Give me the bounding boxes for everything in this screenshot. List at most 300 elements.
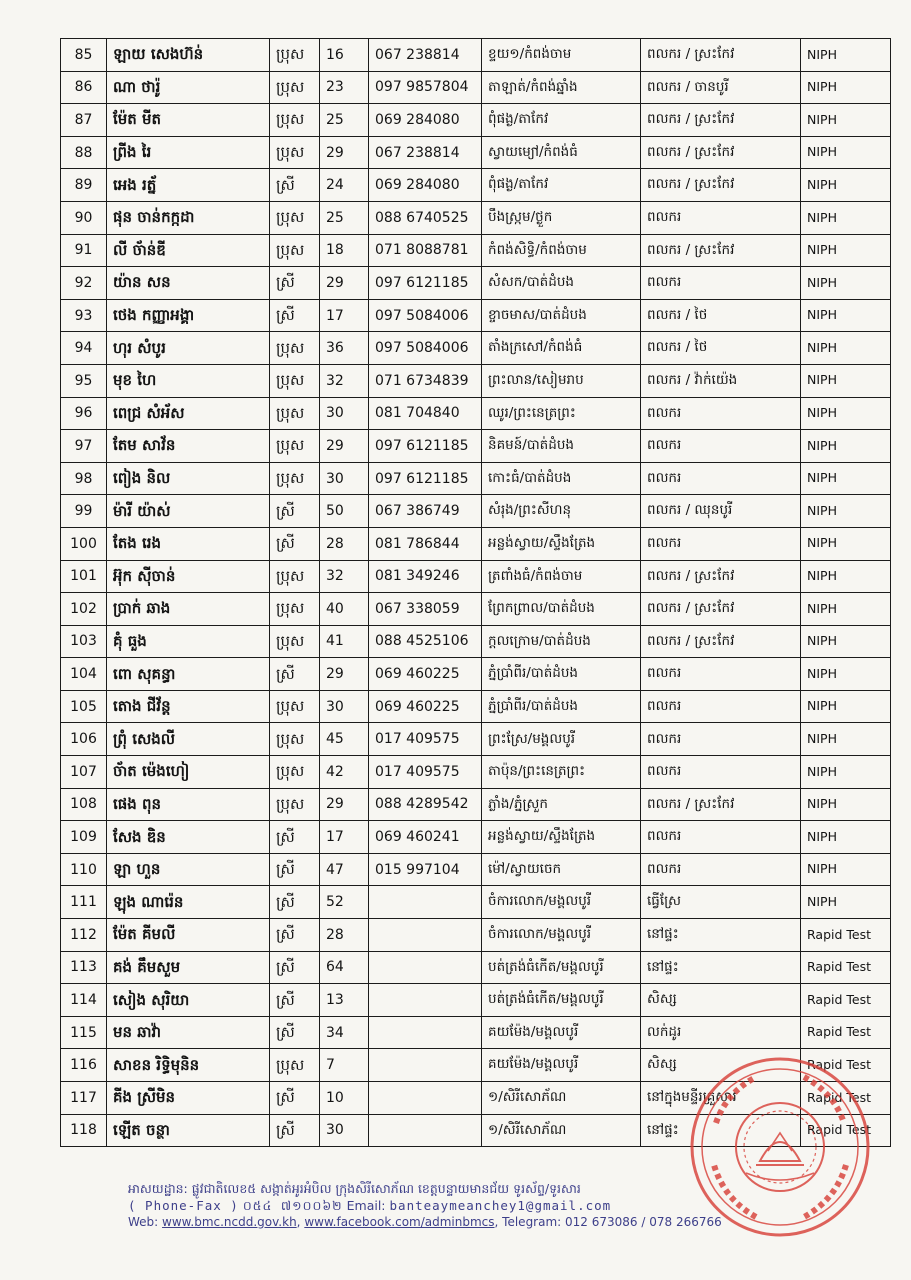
table-body: [61, 39, 891, 1147]
phone-cell: 067 386749: [369, 495, 482, 528]
table-row: [61, 919, 891, 952]
name-cell: ថេង កញ្ញាអង្គា: [107, 299, 270, 332]
name-cell: ម៉ារី យ៉ាស់: [107, 495, 270, 528]
table-row: [61, 71, 891, 104]
name-cell: ពៀង និល: [107, 462, 270, 495]
lab-cell: NIPH: [801, 462, 891, 495]
footer-address: អាសយដ្ឋាន: ផ្លូវជាតិលេខ៥ សង្កាត់អូរអំបិល ក្រុងសិរីសោភ័ណ ខេត្តបន្ទាយមានជ័យ ទូរស័ព្ទ/ទូរសារ: [128, 1181, 581, 1196]
name-cell: ម៉ែត គីមលី: [107, 919, 270, 952]
sex-cell: ប្រុស: [270, 756, 320, 789]
name-cell: ឡា ហួន: [107, 853, 270, 886]
phone-cell: [369, 951, 482, 984]
age-cell: 64: [320, 951, 369, 984]
age-cell: 45: [320, 723, 369, 756]
lab-cell: NIPH: [801, 756, 891, 789]
phone-cell: 069 284080: [369, 104, 482, 137]
phone-cell: 071 6734839: [369, 364, 482, 397]
name-cell: ផុន ចាន់កក្កដា: [107, 201, 270, 234]
sex-cell: ប្រុស: [270, 430, 320, 463]
address-cell: ឈូរ/ព្រះនេត្រព្រះ: [482, 397, 641, 430]
phone-cell: 081 704840: [369, 397, 482, 430]
web-label: Web:: [128, 1215, 159, 1229]
table-row: [61, 821, 891, 854]
address-cell: ខ្ចាចមាស/បាត់ដំបង: [482, 299, 641, 332]
sex-cell: ប្រុស: [270, 104, 320, 137]
row-number: 106: [61, 723, 107, 756]
phone-cell: [369, 886, 482, 919]
address-cell: និគមន៍/បាត់ដំបង: [482, 430, 641, 463]
phone-cell: 067 238814: [369, 136, 482, 169]
age-cell: 29: [320, 267, 369, 300]
lab-cell: NIPH: [801, 234, 891, 267]
lab-cell: NIPH: [801, 267, 891, 300]
address-cell: ចំការលោក/មង្គលបូរី: [482, 886, 641, 919]
table-row: [61, 495, 891, 528]
sex-cell: ប្រុស: [270, 332, 320, 365]
occupation-cell: ពលករ: [641, 723, 801, 756]
address-cell: អន្លង់ស្វាយ/ស្ទឹងត្រែង: [482, 821, 641, 854]
phone-cell: 069 460241: [369, 821, 482, 854]
occupation-cell: សិស្ស: [641, 1049, 801, 1082]
age-cell: 41: [320, 625, 369, 658]
name-cell: តែង រេង: [107, 527, 270, 560]
address-cell: ខ្ទយ១/កំពង់ចាម: [482, 39, 641, 72]
lab-cell: NIPH: [801, 527, 891, 560]
phone-cell: [369, 1114, 482, 1147]
address-cell: ម៉ៅ/ស្វាយចេក: [482, 853, 641, 886]
lab-cell: NIPH: [801, 364, 891, 397]
occupation-cell: នៅក្នុងមន្ទីរគ្រួសារ: [641, 1082, 801, 1115]
name-cell: ណា ថារ៉ូ: [107, 71, 270, 104]
row-number: 97: [61, 430, 107, 463]
address-cell: កោះធំ/បាត់ដំបង: [482, 462, 641, 495]
name-cell: ប្រាក់ ឆាង: [107, 593, 270, 626]
age-cell: 25: [320, 104, 369, 137]
phone-cell: [369, 1049, 482, 1082]
address-cell: តាប៉ុន/ព្រះនេត្រព្រះ: [482, 756, 641, 789]
sex-cell: ប្រុស: [270, 625, 320, 658]
phone-cell: 097 6121185: [369, 462, 482, 495]
row-number: 92: [61, 267, 107, 300]
age-cell: 30: [320, 690, 369, 723]
phone-fax-label: ( Phone-Fax ): [128, 1198, 239, 1213]
name-cell: ពោ សុគន្ធា: [107, 658, 270, 691]
row-number: 115: [61, 1016, 107, 1049]
occupation-cell: ពលករ / ស្រះកែវ: [641, 169, 801, 202]
row-number: 99: [61, 495, 107, 528]
name-cell: គីង ស្រីមិន: [107, 1082, 270, 1115]
table-row: [61, 39, 891, 72]
phone-cell: [369, 1016, 482, 1049]
phone-cell: [369, 919, 482, 952]
table-row: [61, 984, 891, 1017]
occupation-cell: នៅផ្ទះ: [641, 919, 801, 952]
sex-cell: ស្រី: [270, 1082, 320, 1115]
lab-cell: NIPH: [801, 723, 891, 756]
row-number: 116: [61, 1049, 107, 1082]
address-cell: អន្លង់ស្វាយ/ស្ទឹងត្រែង: [482, 527, 641, 560]
row-number: 114: [61, 984, 107, 1017]
facebook-link[interactable]: www.facebook.com/adminbmcs: [304, 1215, 495, 1229]
address-cell: គយម៉ែង/មង្គលបូរី: [482, 1016, 641, 1049]
address-cell: ភ្នំប្រាំពីរ/បាត់ដំបង: [482, 690, 641, 723]
footer-contact: [128, 1197, 848, 1214]
sex-cell: ប្រុស: [270, 39, 320, 72]
address-cell: តាំងក្រសៅ/កំពង់ធំ: [482, 332, 641, 365]
sex-cell: ស្រី: [270, 299, 320, 332]
age-cell: 36: [320, 332, 369, 365]
row-number: 89: [61, 169, 107, 202]
occupation-cell: ធ្វើស្រែ: [641, 886, 801, 919]
sex-cell: ប្រុស: [270, 71, 320, 104]
telegram-label: Telegram:: [502, 1215, 562, 1229]
sex-cell: ប្រុស: [270, 593, 320, 626]
age-cell: 30: [320, 397, 369, 430]
row-number: 85: [61, 39, 107, 72]
name-cell: ម៉ែត មីត: [107, 104, 270, 137]
age-cell: 28: [320, 919, 369, 952]
name-cell: យ៉ាន សន: [107, 267, 270, 300]
occupation-cell: ពលករ / ស្រះកែវ: [641, 625, 801, 658]
occupation-cell: ពលករ: [641, 462, 801, 495]
sex-cell: ស្រី: [270, 1016, 320, 1049]
row-number: 113: [61, 951, 107, 984]
phone-cell: 069 284080: [369, 169, 482, 202]
sex-cell: ស្រី: [270, 658, 320, 691]
sex-cell: ប្រុស: [270, 788, 320, 821]
name-cell: ព្រីង រៃ: [107, 136, 270, 169]
sex-cell: ប្រុស: [270, 723, 320, 756]
age-cell: 23: [320, 71, 369, 104]
name-cell: សែង ឌិន: [107, 821, 270, 854]
name-cell: តោង ជីវ័ន្ត: [107, 690, 270, 723]
sex-cell: ប្រុស: [270, 397, 320, 430]
name-cell: មុខ ហៃ: [107, 364, 270, 397]
occupation-cell: ពលករ: [641, 658, 801, 691]
phone-cell: [369, 984, 482, 1017]
address-cell: បឹងស្ក្រម/ថ្ងួក: [482, 201, 641, 234]
lab-cell: NIPH: [801, 495, 891, 528]
age-cell: 17: [320, 821, 369, 854]
table-row: [61, 1016, 891, 1049]
phone-cell: 097 5084006: [369, 299, 482, 332]
address-cell: ព្រះស្រែ/មង្គលបូរី: [482, 723, 641, 756]
occupation-cell: ពលករ: [641, 430, 801, 463]
sex-cell: ប្រុស: [270, 1049, 320, 1082]
lab-cell: Rapid Test: [801, 1016, 891, 1049]
occupation-cell: ពលករ / ស្រះកែវ: [641, 593, 801, 626]
name-cell: ផេង ពុន: [107, 788, 270, 821]
age-cell: 40: [320, 593, 369, 626]
sex-cell: ប្រុស: [270, 201, 320, 234]
footer: [128, 1180, 848, 1231]
sex-cell: ប្រុស: [270, 234, 320, 267]
address-cell: ចំការលោក/មង្គលបូរី: [482, 919, 641, 952]
table-row: [61, 1114, 891, 1147]
table-row: [61, 690, 891, 723]
lab-cell: NIPH: [801, 593, 891, 626]
row-number: 112: [61, 919, 107, 952]
email-link[interactable]: banteaymeanchey1@gmail.com: [389, 1198, 612, 1213]
telegram-number: 012 673086 / 078 266766: [565, 1215, 722, 1229]
table-row: [61, 267, 891, 300]
address-cell: ក្តលក្រោម/បាត់ដំបង: [482, 625, 641, 658]
occupation-cell: ពលករ / ស្រះកែវ: [641, 39, 801, 72]
age-cell: 18: [320, 234, 369, 267]
phone-cell: 067 338059: [369, 593, 482, 626]
phone-cell: 069 460225: [369, 658, 482, 691]
row-number: 96: [61, 397, 107, 430]
address-cell: ព្រែកព្រាល/បាត់ដំបង: [482, 593, 641, 626]
occupation-cell: នៅផ្ទះ: [641, 951, 801, 984]
phone-cell: 015 997104: [369, 853, 482, 886]
table-row: [61, 462, 891, 495]
row-number: 90: [61, 201, 107, 234]
row-number: 94: [61, 332, 107, 365]
table-row: [61, 756, 891, 789]
age-cell: 24: [320, 169, 369, 202]
age-cell: 47: [320, 853, 369, 886]
sex-cell: ស្រី: [270, 919, 320, 952]
phone-cell: 071 8088781: [369, 234, 482, 267]
table-row: [61, 951, 891, 984]
phone-cell: 069 460225: [369, 690, 482, 723]
phone-cell: 088 4289542: [369, 788, 482, 821]
sex-cell: ប្រុស: [270, 462, 320, 495]
age-cell: 32: [320, 364, 369, 397]
phone-cell: 097 6121185: [369, 430, 482, 463]
name-cell: តែម សាវ័ន: [107, 430, 270, 463]
email-label: Email:: [346, 1198, 386, 1213]
table-row: [61, 104, 891, 137]
age-cell: 10: [320, 1082, 369, 1115]
address-cell: ស្វាយម្យៅ/កំពង់ធំ: [482, 136, 641, 169]
table-row: [61, 136, 891, 169]
lab-cell: Rapid Test: [801, 919, 891, 952]
name-cell: មន ឆាវ៉ា: [107, 1016, 270, 1049]
occupation-cell: ពលករ / ថៃ: [641, 299, 801, 332]
name-cell: ហុរ សំបូរ: [107, 332, 270, 365]
occupation-cell: ពលករ / ស្រះកែវ: [641, 788, 801, 821]
occupation-cell: ពលករ: [641, 690, 801, 723]
phone-cell: 097 9857804: [369, 71, 482, 104]
lab-cell: NIPH: [801, 39, 891, 72]
occupation-cell: ពលករ / ស្រះកែវ: [641, 560, 801, 593]
lab-cell: NIPH: [801, 201, 891, 234]
table-row: [61, 332, 891, 365]
sex-cell: ប្រុស: [270, 560, 320, 593]
row-number: 101: [61, 560, 107, 593]
sex-cell: ស្រី: [270, 527, 320, 560]
phone-fax-number: ០៥៤ ៧១០០៦២: [242, 1198, 343, 1213]
table-row: [61, 299, 891, 332]
table-row: [61, 234, 891, 267]
name-cell: ឡើត ចន្ថា: [107, 1114, 270, 1147]
phone-cell: 081 349246: [369, 560, 482, 593]
address-cell: ពុំផង្ង/តាកែវ: [482, 104, 641, 137]
phone-cell: 017 409575: [369, 723, 482, 756]
occupation-cell: ពលករ / ស្រះកែវ: [641, 234, 801, 267]
patient-list-table: [60, 38, 891, 1147]
name-cell: ពេជ្រ សំអ័ស: [107, 397, 270, 430]
phone-cell: 088 6740525: [369, 201, 482, 234]
sex-cell: ប្រុស: [270, 364, 320, 397]
sex-cell: ស្រី: [270, 886, 320, 919]
row-number: 93: [61, 299, 107, 332]
lab-cell: NIPH: [801, 430, 891, 463]
lab-cell: NIPH: [801, 332, 891, 365]
table-row: [61, 788, 891, 821]
address-cell: ព្រះលាន/សៀមរាប: [482, 364, 641, 397]
lab-cell: NIPH: [801, 853, 891, 886]
age-cell: 29: [320, 430, 369, 463]
table-row: [61, 430, 891, 463]
address-cell: សំសក/បាត់ដំបង: [482, 267, 641, 300]
address-cell: ពុំផង្ង/តាកែវ: [482, 169, 641, 202]
age-cell: 13: [320, 984, 369, 1017]
occupation-cell: នៅផ្ទះ: [641, 1114, 801, 1147]
address-cell: ភ្លាំង/ភ្នំស្រួក: [482, 788, 641, 821]
lab-cell: Rapid Test: [801, 1082, 891, 1115]
age-cell: 29: [320, 136, 369, 169]
row-number: 104: [61, 658, 107, 691]
occupation-cell: ពលករ / ឈុនបូរី: [641, 495, 801, 528]
occupation-cell: សិស្ស: [641, 984, 801, 1017]
sex-cell: ស្រី: [270, 821, 320, 854]
row-number: 91: [61, 234, 107, 267]
address-cell: បត់ត្រង់ធំកើត/មង្គលបូរី: [482, 984, 641, 1017]
table-row: [61, 658, 891, 691]
sex-cell: ស្រី: [270, 169, 320, 202]
name-cell: សាខន រិទ្ធិមុនិន: [107, 1049, 270, 1082]
address-cell: តាឡាត់/កំពង់ឆ្នាំង: [482, 71, 641, 104]
name-cell: សៀង សុរិយា: [107, 984, 270, 1017]
table-row: [61, 397, 891, 430]
table-row: [61, 593, 891, 626]
row-number: 98: [61, 462, 107, 495]
lab-cell: NIPH: [801, 658, 891, 691]
age-cell: 29: [320, 788, 369, 821]
lab-cell: Rapid Test: [801, 984, 891, 1017]
age-cell: 25: [320, 201, 369, 234]
occupation-cell: លក់ដូរ: [641, 1016, 801, 1049]
name-cell: ព្រុំ សេងលី: [107, 723, 270, 756]
age-cell: 7: [320, 1049, 369, 1082]
age-cell: 16: [320, 39, 369, 72]
lab-cell: NIPH: [801, 169, 891, 202]
lab-cell: NIPH: [801, 104, 891, 137]
row-number: 102: [61, 593, 107, 626]
occupation-cell: ពលករ: [641, 397, 801, 430]
row-number: 86: [61, 71, 107, 104]
lab-cell: NIPH: [801, 71, 891, 104]
address-cell: គយម៉ែង/មង្គលបូរី: [482, 1049, 641, 1082]
phone-cell: 097 6121185: [369, 267, 482, 300]
lab-cell: NIPH: [801, 397, 891, 430]
table-row: [61, 560, 891, 593]
lab-cell: NIPH: [801, 821, 891, 854]
occupation-cell: ពលករ: [641, 267, 801, 300]
row-number: 107: [61, 756, 107, 789]
name-cell: លី ច័ាន់ឌី: [107, 234, 270, 267]
occupation-cell: ពលករ / ថៃ: [641, 332, 801, 365]
occupation-cell: ពលករ: [641, 756, 801, 789]
address-cell: បត់ត្រង់ធំកើត/មង្គលបូរី: [482, 951, 641, 984]
occupation-cell: ពលករ / ចានបូរី: [641, 71, 801, 104]
sex-cell: ប្រុស: [270, 690, 320, 723]
name-cell: ច័ាត ម៉េងហៀ: [107, 756, 270, 789]
occupation-cell: ពលករ: [641, 201, 801, 234]
phone-cell: 081 786844: [369, 527, 482, 560]
row-number: 111: [61, 886, 107, 919]
row-number: 117: [61, 1082, 107, 1115]
sex-cell: ស្រី: [270, 853, 320, 886]
name-cell: ឡាយ សេងហ៊ន់: [107, 39, 270, 72]
row-number: 118: [61, 1114, 107, 1147]
address-cell: ត្រពាំងធំ/កំពង់ចាម: [482, 560, 641, 593]
sex-cell: ស្រី: [270, 951, 320, 984]
sex-cell: ស្រី: [270, 1114, 320, 1147]
table-row: [61, 886, 891, 919]
age-cell: 34: [320, 1016, 369, 1049]
name-cell: ឡុង ណារ៉េន: [107, 886, 270, 919]
row-number: 108: [61, 788, 107, 821]
row-number: 88: [61, 136, 107, 169]
occupation-cell: ពលករ: [641, 853, 801, 886]
age-cell: 29: [320, 658, 369, 691]
occupation-cell: ពលករ: [641, 527, 801, 560]
age-cell: 17: [320, 299, 369, 332]
table-row: [61, 364, 891, 397]
name-cell: គុំ ធួង: [107, 625, 270, 658]
age-cell: 42: [320, 756, 369, 789]
age-cell: 32: [320, 560, 369, 593]
table-row: [61, 527, 891, 560]
occupation-cell: ពលករ: [641, 821, 801, 854]
footer-web: Web: www.bmc.ncdd.gov.kh, www.facebook.com/adminbmcs, Telegram: 012 673086 / 078 266766: [128, 1215, 722, 1229]
name-cell: អ៊ុក ស៊ីចាន់: [107, 560, 270, 593]
table-row: [61, 723, 891, 756]
occupation-cell: ពលករ / ស្រះកែវ: [641, 136, 801, 169]
table-row: [61, 1082, 891, 1115]
age-cell: 50: [320, 495, 369, 528]
sex-cell: ស្រី: [270, 984, 320, 1017]
address-cell: សំរុង/ព្រះសីហនុ: [482, 495, 641, 528]
lab-cell: Rapid Test: [801, 1114, 891, 1147]
address-cell: កំពង់សិទ្ធិ/កំពង់ចាម: [482, 234, 641, 267]
website-link[interactable]: www.bmc.ncdd.gov.kh: [162, 1215, 297, 1229]
table-row: [61, 169, 891, 202]
phone-cell: 017 409575: [369, 756, 482, 789]
address-cell: ភ្នំប្រាំពីរ/បាត់ដំបង: [482, 658, 641, 691]
row-number: 87: [61, 104, 107, 137]
sex-cell: ស្រី: [270, 267, 320, 300]
address-cell: ១/សិរីសោភ័ណ: [482, 1082, 641, 1115]
lab-cell: NIPH: [801, 136, 891, 169]
age-cell: 30: [320, 462, 369, 495]
lab-cell: Rapid Test: [801, 951, 891, 984]
table-row: [61, 853, 891, 886]
row-number: 100: [61, 527, 107, 560]
phone-cell: [369, 1082, 482, 1115]
row-number: 105: [61, 690, 107, 723]
age-cell: 30: [320, 1114, 369, 1147]
row-number: 95: [61, 364, 107, 397]
lab-cell: NIPH: [801, 788, 891, 821]
age-cell: 28: [320, 527, 369, 560]
lab-cell: NIPH: [801, 886, 891, 919]
address-cell: ១/សិរីសោភ័ណ: [482, 1114, 641, 1147]
